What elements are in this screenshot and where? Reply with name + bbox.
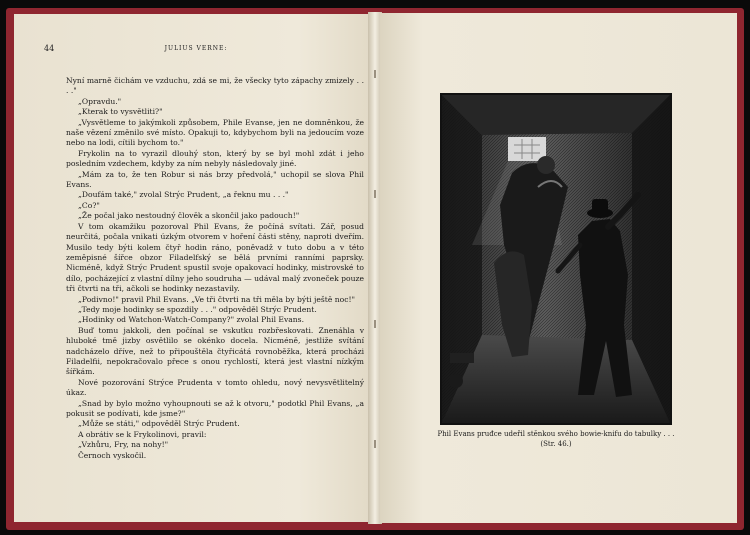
caption-reference: (Str. 46.) — [540, 440, 572, 448]
running-title: JULIUS VERNE: — [164, 45, 228, 52]
paragraph: „Hodinky od Watchon-Watch-Company?" zvolal Phil Evans. — [78, 315, 304, 325]
paragraph: „Co?" — [78, 200, 100, 210]
paragraph: A obrátiv se k Frykolinovi, pravil: — [78, 429, 207, 439]
paragraph: Černoch vyskočil. — [78, 450, 147, 460]
paragraph: V tom okamžiku pozoroval Phil Evans, že počíná svítati. Zář, posud neurčitá, počala vnikati úzkým otvorem v hoření části stěny, naproti dveřím. Musilo tedy býti kolem čtyř hodin ráno, poněvadž v tuto dobu a v této zeměpisné šířce obzor Filadelfský se bělá prvními ranními paprsky. Nicméně, když Strýc Prudent spustil svoje opakovací hodinky, mistrovské to dílo, pocházející z vlastní dílny jeho soudruha — udával malý zvoneček pouze tři čtvrti na tři, ačkoli se hodinky nezastavily. — [66, 221, 364, 294]
binding-stitch — [374, 190, 376, 198]
paragraph: Buď tomu jakkoli, den počínal se vskutku rozbřeskovati. Znenáhla v hluboké tmě jizby osvětlilo se okénko docela. Nicméně, jestliže svítání nadcházelo dříve, než to připouštěla čtyřicátá rovnoběžka, která procházi Filadelfii, nepokračovalo přece s onou rychlostí, která jest vlastní nízkým šířkám. — [66, 325, 364, 377]
binding-stitch — [374, 320, 376, 328]
paragraph: Nové pozorování Strýce Prudenta v tomto ohledu, nový nevysvětlitelný úkaz. — [66, 377, 364, 398]
binding-stitch — [374, 440, 376, 448]
engraving-drawing — [442, 95, 670, 423]
caption-text: Phil Evans pruđce udeřil stěnkou svého bowie-knifu do tabulky . . . — [437, 430, 675, 438]
paragraph: „Doufám také," zvolal Strýc Prudent, „a řeknu mu . . ." — [78, 190, 289, 200]
paragraph: Nyní marně čichám ve vzduchu, zdá se mi, že všecky tyto zápachy zmizely . . . ." — [66, 76, 364, 96]
page-number: 44 — [44, 44, 55, 53]
paragraph: „Vzhůru, Fry, na nohy!" — [78, 440, 169, 450]
paragraph: „Kterak to vysvětliti?" — [78, 107, 163, 117]
paragraph: „Může se státi," odpověděl Strýc Prudent. — [78, 419, 240, 429]
body-text — [66, 76, 364, 461]
paragraph: „Mám za to, že ten Robur si nás brzy předvolá," uchopil se slova Phil Evans. — [66, 169, 364, 190]
paragraph: „Že počal jako nestoudný člověk a skončil jako padouch!" — [78, 211, 300, 221]
running-head — [44, 44, 348, 58]
illustration-caption — [432, 429, 680, 449]
window-glow — [508, 137, 546, 161]
paragraph: „Tedy moje hodinky se spozdily . . ." odpověděl Strýc Prudent. — [78, 304, 317, 314]
paragraph: „Snad by bylo možno vyhoupnouti se až k otvoru," podotkl Phil Evans, „a pokusit se podívati, kde jsme?" — [66, 398, 364, 418]
engraving-illustration — [440, 93, 672, 425]
paragraph: „Podivno!" pravil Phil Evans. „Ve tři čtvrti na tři měla by býti ještě noc!" — [78, 294, 355, 304]
left-page — [14, 14, 370, 522]
paragraph: „Opravdu." — [78, 96, 122, 106]
paragraph: „Vysvětleme to jakýmkoli způsobem, Phile Evanse, jen ne domněnkou, že naše vězení změnilo své místo. Opakuji to, kdybychom byli na jedoucím voze nebo na lodi, cítili bychom to." — [66, 117, 364, 148]
right-page — [380, 13, 737, 523]
binding-stitch — [374, 70, 376, 78]
paragraph: Frykolin na to vyrazil dlouhý ston, který by se byl mohl zdát i jeho posledním vzdechem, kdyby za ním nebyly následovaly jiné. — [66, 148, 364, 169]
